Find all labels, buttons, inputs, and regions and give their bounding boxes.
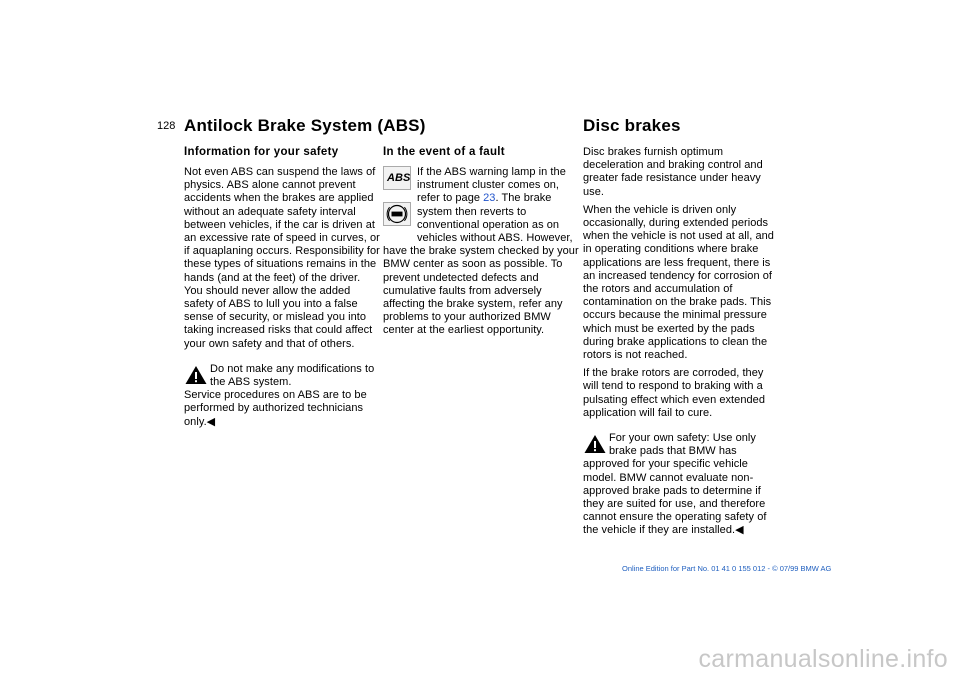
abs-icon-text: ABS [387,172,411,184]
safety-note [184,363,380,429]
abs-circle-lamp-icon [383,202,411,226]
safety-info-paragraph: Not even ABS can suspend the laws of physics. ABS alone cannot prevent accidents when the brakes are applied without an adequate safety interval between vehicles, if the car is driven at an excessive rate of speed in curves, or if aquaplaning occurs. Responsibility for these types of situations remains in the hands (and at the feet) of the driver. You should never allow the added safety of ABS to lull you into a false sense of security, or mislead you into taking increased risks that could affect your own safety and that of others. [184,166,380,350]
page-number: 128 [157,120,176,132]
disc-brakes-column [583,146,779,538]
fault-paragraph [383,166,579,338]
fault-heading: In the event of a fault [383,146,505,158]
warning-triangle-icon [583,433,607,455]
fault-text-a: If the ABS warning lamp in the instrument cluster comes on, refer to page [417,166,566,205]
disc-brakes-paragraph-1: Disc brakes furnish optimum deceleration and braking control and greater fade resistance under heavy use. [583,146,763,198]
fault-text-b: . The brake system then reverts to conventional operation as on vehicles without ABS. However, have the brake system checked by your BMW center as soon as possible. To prevent undetected defects and cumulative faults from adversely affecting the brake system, refer any problems to your authorized BMW center at the earliest opportunity. [383,192,579,337]
abs-warning-lamp-icon [383,166,411,190]
disc-brakes-paragraph-3: If the brake rotors are corroded, they will tend to respond to braking with a pulsating effect which even extended application will fail to cure. [583,367,765,419]
brake-pads-note-first-lines: For your own safety: Use only brake pads that BMW has [609,432,756,458]
watermark-text: carmanualsonline.info [698,645,948,673]
brake-pads-note-text: approved for your specific vehicle model. BMW cannot evaluate non-approved brake pads to determine if they are suited for use, and therefore cannot ensure the operating safety of the vehicle if they are installed. [583,458,767,537]
safety-info-column [184,166,380,429]
footer-edition-text: Online Edition for Part No. 01 41 0 155 012 - © 07/99 BMW AG [622,564,832,573]
safety-info-heading: Information for your safety [184,146,339,158]
safety-note-first-lines: Do not make any modifications to the ABS system. [210,362,375,389]
end-mark-icon: ◀ [206,415,216,428]
left-page-title: Antilock Brake System (ABS) [184,116,426,135]
brake-pads-note [583,432,779,538]
page-23-link[interactable]: 23 [483,192,496,205]
fault-column [383,166,579,343]
disc-brakes-paragraph-2: When the vehicle is driven only occasionally, during extended periods when the vehicle is not used at all, and in operating conditions where brake applications are less frequent, there is an increased tendency for corrosion of the rotors and accumulation of contamination on the brake pads. This occurs because the minimal pressure which must be exerted by the pads during brake applications to clean the rotors is not reached. [583,203,774,362]
right-page-title: Disc brakes [583,116,681,135]
abs-circle-icon [384,203,410,225]
warning-triangle-icon [184,364,208,386]
safety-note-text: Service procedures on ABS are to be performed by authorized technicians only. [184,389,367,428]
end-mark-icon: ◀ [735,524,744,537]
